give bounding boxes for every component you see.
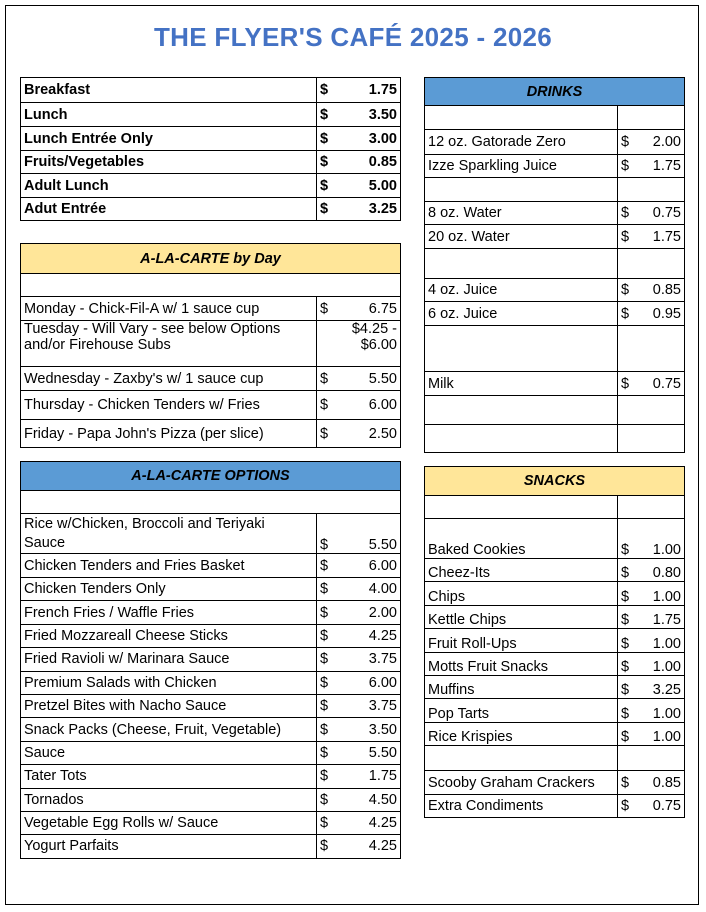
snack-row (425, 519, 685, 559)
drink-row (425, 202, 685, 225)
option-label-line2: Sauce (24, 535, 66, 551)
meal-price: 1.75 (343, 78, 401, 103)
right-menu-table (424, 77, 685, 818)
day-row-friday (21, 420, 401, 448)
currency-sign: $ (621, 658, 630, 675)
snack-label: Kettle Chips (425, 605, 618, 628)
currency-sign: $ (621, 705, 630, 722)
option-price: 4.50 (343, 788, 401, 811)
meal-label: Breakfast (21, 78, 317, 103)
snack-row (425, 559, 685, 582)
price-value: 0.85 (652, 774, 681, 791)
currency-sign: $ (621, 612, 630, 629)
drink-row (425, 225, 685, 249)
currency-sign: $ (317, 391, 343, 420)
option-row (21, 601, 401, 624)
currency-sign: $ (621, 729, 630, 746)
option-label: Sauce (21, 741, 317, 764)
day-label: Monday - Chick-Fil-A w/ 1 sauce cup (21, 297, 317, 321)
empty-cell (618, 425, 685, 453)
option-price: 5.50 (343, 741, 401, 764)
option-price: 6.00 (343, 554, 401, 578)
snack-row (425, 582, 685, 605)
snack-row (425, 795, 685, 818)
day-row-tuesday (21, 321, 401, 367)
drink-row (425, 279, 685, 302)
option-label: Pretzel Bites with Nacho Sauce (21, 694, 317, 717)
drink-price (618, 279, 685, 302)
currency-sign: $ (317, 741, 343, 764)
empty-cell (425, 326, 618, 372)
day-price: 6.00 (343, 391, 401, 420)
price-value: 0.75 (652, 375, 681, 392)
day-price: 6.75 (343, 297, 401, 321)
option-price: 2.00 (343, 601, 401, 624)
snack-label: Scooby Graham Crackers (425, 771, 618, 795)
meal-label: Lunch (21, 103, 317, 127)
drink-label: 6 oz. Juice (425, 302, 618, 326)
currency-sign: $ (317, 103, 343, 127)
currency-sign: $ (621, 635, 630, 652)
option-row (21, 694, 401, 717)
day-price-range (317, 321, 401, 367)
price-range-start: $4.25 - (351, 321, 397, 337)
drinks-header: DRINKS (425, 78, 685, 106)
currency-sign: $ (621, 588, 630, 605)
drink-price (618, 202, 685, 225)
drink-price (618, 302, 685, 326)
price-value: 1.75 (652, 228, 681, 245)
option-price: 4.25 (343, 811, 401, 834)
currency-sign: $ (317, 198, 343, 221)
empty-cell (425, 396, 618, 425)
price-range-end: $6.00 (360, 337, 397, 353)
drink-row (425, 302, 685, 326)
snack-label: Extra Condiments (425, 795, 618, 818)
option-label: Vegetable Egg Rolls w/ Sauce (21, 811, 317, 834)
option-label: French Fries / Waffle Fries (21, 601, 317, 624)
price-value: 0.75 (652, 205, 681, 221)
meal-row (21, 151, 401, 174)
price-value: 1.00 (652, 705, 681, 722)
currency-sign: $ (621, 228, 630, 245)
snack-price (618, 722, 685, 745)
snack-label: Pop Tarts (425, 699, 618, 722)
option-price: 3.50 (343, 718, 401, 741)
currency-sign: $ (317, 554, 343, 578)
meal-label: Adut Entrée (21, 198, 317, 221)
meal-row (21, 103, 401, 127)
currency-sign: $ (621, 774, 630, 791)
option-label: Premium Salads with Chicken (21, 671, 317, 694)
currency-sign: $ (317, 811, 343, 834)
meal-row (21, 78, 401, 103)
option-price: 4.00 (343, 578, 401, 601)
left-menu-table (20, 77, 401, 859)
currency-sign: $ (317, 694, 343, 717)
meal-label: Lunch Entrée Only (21, 127, 317, 151)
option-price: 4.25 (343, 624, 401, 647)
option-row (21, 788, 401, 811)
price-value: 1.00 (652, 658, 681, 675)
price-value: 2.00 (652, 134, 681, 150)
price-value: 3.25 (652, 682, 681, 699)
option-label: Tornados (21, 788, 317, 811)
currency-sign: $ (317, 127, 343, 151)
currency-sign: $ (317, 420, 343, 448)
price-value: 0.80 (652, 565, 681, 582)
drink-price (618, 130, 685, 155)
drink-label: 8 oz. Water (425, 202, 618, 225)
snack-price (618, 559, 685, 582)
option-price: 1.75 (343, 765, 401, 788)
drink-label: 12 oz. Gatorade Zero (425, 130, 618, 155)
meal-price: 0.85 (343, 151, 401, 174)
option-row (21, 741, 401, 764)
alacarte-options-header: A-LA-CARTE OPTIONS (21, 462, 401, 491)
meal-price: 3.50 (343, 103, 401, 127)
empty-row (21, 491, 401, 514)
currency-sign: $ (621, 682, 630, 699)
currency-sign: $ (317, 578, 343, 601)
currency-sign: $ (317, 78, 343, 103)
option-price: 3.75 (343, 694, 401, 717)
price-value: 1.75 (652, 612, 681, 629)
empty-cell (618, 326, 685, 372)
drink-row (425, 372, 685, 396)
option-label: Yogurt Parfaits (21, 835, 317, 858)
meal-row (21, 198, 401, 221)
snack-price (618, 629, 685, 652)
price-value: 0.75 (652, 798, 681, 815)
day-label (21, 321, 317, 367)
option-row (21, 578, 401, 601)
option-price: 3.75 (343, 648, 401, 671)
snack-label: Baked Cookies (425, 519, 618, 559)
option-row (21, 514, 401, 554)
alacarte-day-header: A-LA-CARTE by Day (21, 244, 401, 274)
empty-cell (618, 396, 685, 425)
drink-label: Izze Sparkling Juice (425, 155, 618, 178)
meal-row (21, 127, 401, 151)
price-value: 1.00 (652, 588, 681, 605)
empty-cell (618, 249, 685, 279)
option-label: Tater Tots (21, 765, 317, 788)
option-row (21, 671, 401, 694)
currency-sign: $ (621, 158, 630, 174)
option-label: Fried Ravioli w/ Marinara Sauce (21, 648, 317, 671)
option-label: Chicken Tenders and Fries Basket (21, 554, 317, 578)
meal-row (21, 174, 401, 198)
currency-sign: $ (317, 174, 343, 198)
options-list (21, 554, 401, 859)
option-row (21, 835, 401, 858)
drink-row (425, 155, 685, 178)
drink-price (618, 225, 685, 249)
snack-row (425, 652, 685, 675)
meal-label: Adult Lunch (21, 174, 317, 198)
meal-price: 3.00 (343, 127, 401, 151)
price-value: 0.85 (652, 282, 681, 298)
day-row-thursday (21, 391, 401, 420)
option-row (21, 811, 401, 834)
price-value: 1.75 (652, 158, 681, 174)
drink-price (618, 372, 685, 396)
snacks-header: SNACKS (425, 467, 685, 496)
currency-sign: $ (317, 624, 343, 647)
day-row-wednesday (21, 367, 401, 391)
snack-row (425, 699, 685, 722)
day-price: 5.50 (343, 367, 401, 391)
option-price: 4.25 (343, 835, 401, 858)
snack-row (425, 722, 685, 745)
option-label: Chicken Tenders Only (21, 578, 317, 601)
currency-sign: $ (317, 788, 343, 811)
option-price: 6.00 (343, 671, 401, 694)
empty-cell (618, 746, 685, 771)
option-row (21, 718, 401, 741)
empty-cell (618, 496, 685, 519)
currency-sign: $ (621, 205, 630, 221)
option-row (21, 648, 401, 671)
day-label: Wednesday - Zaxby's w/ 1 sauce cup (21, 367, 317, 391)
option-label (21, 514, 317, 554)
currency-sign: $ (317, 297, 343, 321)
empty-cell (425, 178, 618, 202)
snack-price (618, 699, 685, 722)
snack-label: Motts Fruit Snacks (425, 652, 618, 675)
currency-sign: $ (317, 718, 343, 741)
day-row-monday (21, 297, 401, 321)
price-value: 1.00 (652, 542, 681, 558)
option-label: Fried Mozzareall Cheese Sticks (21, 624, 317, 647)
empty-cell (425, 249, 618, 279)
empty-cell (425, 106, 618, 130)
day-label: Friday - Papa John's Pizza (per slice) (21, 420, 317, 448)
empty-cell (425, 425, 618, 453)
currency-sign: $ (621, 565, 630, 582)
snack-row (425, 605, 685, 628)
snack-price (618, 605, 685, 628)
day-label: Thursday - Chicken Tenders w/ Fries (21, 391, 317, 420)
price-value: 1.00 (652, 729, 681, 746)
price-value: 1.00 (652, 635, 681, 652)
currency-sign: $ (317, 514, 343, 554)
day-label-line2: and/or Firehouse Subs (24, 337, 171, 353)
snack-price (618, 771, 685, 795)
page-title: THE FLYER'S CAFÉ 2025 - 2026 (154, 22, 552, 52)
currency-sign: $ (621, 134, 630, 150)
currency-sign: $ (621, 798, 630, 815)
drink-label: 4 oz. Juice (425, 279, 618, 302)
day-price: 2.50 (343, 420, 401, 448)
snack-price (618, 652, 685, 675)
meal-label: Fruits/Vegetables (21, 151, 317, 174)
empty-cell (425, 746, 618, 771)
snack-label: Fruit Roll-Ups (425, 629, 618, 652)
option-label-line1: Rice w/Chicken, Broccoli and Teriyaki (24, 516, 265, 532)
empty-cell (425, 496, 618, 519)
snack-row (425, 629, 685, 652)
currency-sign: $ (621, 375, 630, 392)
meal-price: 5.00 (343, 174, 401, 198)
drink-price (618, 155, 685, 178)
snack-price (618, 795, 685, 818)
empty-row (21, 274, 401, 297)
option-label: Snack Packs (Cheese, Fruit, Vegetable) (21, 718, 317, 741)
currency-sign: $ (317, 367, 343, 391)
currency-sign: $ (621, 305, 630, 322)
currency-sign: $ (317, 835, 343, 858)
empty-cell (618, 178, 685, 202)
option-row (21, 554, 401, 578)
snack-label: Cheez-Its (425, 559, 618, 582)
empty-cell (618, 106, 685, 130)
currency-sign: $ (621, 282, 630, 298)
currency-sign: $ (621, 542, 630, 558)
currency-sign: $ (317, 765, 343, 788)
meal-price: 3.25 (343, 198, 401, 221)
price-value: 0.95 (652, 305, 681, 322)
currency-sign: $ (317, 151, 343, 174)
drink-label: 20 oz. Water (425, 225, 618, 249)
option-row (21, 624, 401, 647)
snack-label: Muffins (425, 675, 618, 698)
currency-sign: $ (317, 648, 343, 671)
option-price: 5.50 (343, 514, 401, 554)
option-row (21, 765, 401, 788)
snack-price (618, 582, 685, 605)
drink-row (425, 130, 685, 155)
snack-label: Rice Krispies (425, 722, 618, 745)
currency-sign: $ (317, 601, 343, 624)
snack-price (618, 675, 685, 698)
snack-row (425, 675, 685, 698)
day-label-line1: Tuesday - Will Vary - see below Options (24, 321, 281, 337)
drink-label: Milk (425, 372, 618, 396)
snack-row (425, 771, 685, 795)
snack-price (618, 519, 685, 559)
currency-sign: $ (317, 671, 343, 694)
snacks-list (425, 519, 685, 746)
snack-label: Chips (425, 582, 618, 605)
